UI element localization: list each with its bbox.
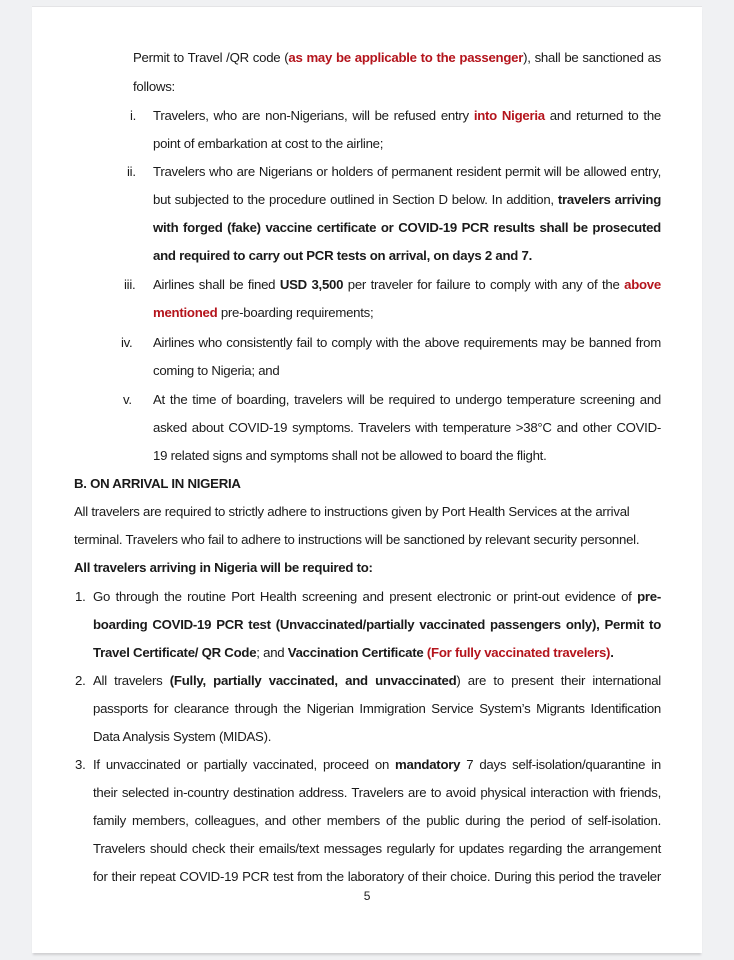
page-number: 5 bbox=[363, 889, 371, 903]
text-run: pre-boarding requirements; bbox=[217, 305, 374, 320]
bold-run: . bbox=[610, 645, 614, 660]
highlight-run: mentioned bbox=[153, 305, 218, 320]
intro-line-2: follows: bbox=[133, 79, 175, 94]
list-item-i-line-2: point of embarkation at cost to the airline; bbox=[153, 136, 384, 151]
bold-run: and required to carry out PCR tests on arrival, on days 2 and 7. bbox=[153, 248, 533, 263]
highlight-run: into Nigeria bbox=[473, 108, 545, 123]
list-item-iii-line-2 bbox=[153, 305, 373, 320]
numbered-item-1-line-2 bbox=[93, 617, 661, 632]
intro-line-1 bbox=[133, 50, 661, 65]
text-run: Permit to Travel /QR code ( bbox=[133, 50, 289, 65]
text-run: Airlines shall be fined bbox=[153, 277, 280, 292]
bold-run: Vaccination Certificate bbox=[287, 645, 424, 660]
text-run: ; and bbox=[256, 645, 288, 660]
section-b-para-line-2: terminal. Travelers who fail to adhere to instructions will be sanctioned by relevant security personnel. bbox=[74, 532, 640, 547]
list-marker: i. bbox=[130, 108, 137, 123]
text-run: All travelers bbox=[93, 673, 170, 688]
list-item-iv-line-2: coming to Nigeria; and bbox=[153, 363, 280, 378]
list-marker: 1. bbox=[75, 589, 86, 604]
list-item-ii-line-4 bbox=[153, 248, 532, 263]
document-page bbox=[32, 6, 702, 953]
list-item-ii-line-2 bbox=[153, 192, 661, 207]
list-item-v-line-3: 19 related signs and symptoms shall not be allowed to board the flight. bbox=[153, 448, 547, 463]
bold-run: pre- bbox=[637, 589, 661, 604]
numbered-item-1-line-1 bbox=[93, 589, 661, 604]
list-item-ii-line-1: Travelers who are Nigerians or holders of permanent resident permit will be allowed entry, bbox=[153, 164, 661, 179]
text-run: 7 days self-isolation/quarantine in bbox=[460, 757, 661, 772]
list-item-iv-line-1: Airlines who consistently fail to comply with the above requirements may be banned from bbox=[153, 335, 661, 350]
highlight-run: above bbox=[624, 277, 661, 292]
text-run: Travelers, who are non-Nigerians, will be refused entry bbox=[153, 108, 474, 123]
bold-run: (Fully, partially vaccinated, and unvaccinated bbox=[169, 673, 457, 688]
list-marker: ii. bbox=[127, 164, 136, 179]
bold-run: Travel Certificate/ QR Code bbox=[93, 645, 257, 660]
list-marker: iv. bbox=[121, 335, 133, 350]
numbered-item-2-line-1 bbox=[93, 673, 661, 688]
bold-run: mandatory bbox=[395, 757, 461, 772]
list-item-ii-line-3 bbox=[153, 220, 661, 235]
text-run: ) are to present their international bbox=[456, 673, 661, 688]
bold-run: travelers arriving bbox=[557, 192, 662, 207]
bold-run: USD 3,500 bbox=[279, 277, 344, 292]
list-marker: v. bbox=[123, 392, 132, 407]
list-item-v-line-2: asked about COVID-19 symptoms. Travelers with temperature >38°C and other COVID- bbox=[153, 420, 661, 435]
bold-run: with forged (fake) vaccine certificate or COVID-19 PCR results shall be prosecuted bbox=[153, 220, 661, 235]
section-subheading: All travelers arriving in Nigeria will be required to: bbox=[74, 560, 373, 575]
numbered-item-1-line-3 bbox=[93, 645, 614, 660]
numbered-item-3-line-3: family members, colleagues, and other members of the public during the period of self-isolation. bbox=[93, 813, 661, 828]
numbered-item-3-line-5: for their repeat COVID-19 PCR test from the laboratory of their choice. During this period the traveler bbox=[93, 869, 661, 884]
section-heading: B. ON ARRIVAL IN NIGERIA bbox=[74, 476, 241, 491]
text-run: but subjected to the procedure outlined in Section D below. In addition, bbox=[153, 192, 558, 207]
highlight-run: as may be applicable to the passenger bbox=[288, 50, 524, 65]
text-run: ), shall be sanctioned as bbox=[523, 50, 661, 65]
list-marker: 2. bbox=[75, 673, 86, 688]
numbered-item-2-line-2: passports for clearance through the Nigerian Immigration Service System’s Migrants Identification bbox=[93, 701, 661, 716]
highlight-run: (For fully vaccinated travelers) bbox=[423, 645, 611, 660]
bold-run: boarding COVID-19 PCR test (Unvaccinated/partially vaccinated passengers only), Permit to bbox=[93, 617, 661, 632]
text-run: and returned to the bbox=[544, 108, 661, 123]
numbered-item-3-line-1 bbox=[93, 757, 661, 772]
list-item-i-line-1 bbox=[153, 108, 661, 123]
section-b-para-line-1: All travelers are required to strictly adhere to instructions given by Port Health Services at the arrival bbox=[74, 504, 630, 519]
list-item-v-line-1: At the time of boarding, travelers will be required to undergo temperature screening and bbox=[153, 392, 661, 407]
numbered-item-3-line-2: their selected in-country destination address. Travelers are to avoid physical interaction with friends, bbox=[93, 785, 661, 800]
text-run: per traveler for failure to comply with any of the bbox=[343, 277, 625, 292]
text-run: If unvaccinated or partially vaccinated, proceed on bbox=[93, 757, 396, 772]
list-marker: iii. bbox=[124, 277, 136, 292]
list-item-iii-line-1 bbox=[153, 277, 661, 292]
numbered-item-2-line-3: Data Analysis System (MIDAS). bbox=[93, 729, 272, 744]
text-run: Go through the routine Port Health screening and present electronic or print-out evidence of bbox=[93, 589, 638, 604]
list-marker: 3. bbox=[75, 757, 86, 772]
numbered-item-3-line-4: Travelers should check their emails/text messages regularly for updates regarding the arrangement bbox=[93, 841, 661, 856]
